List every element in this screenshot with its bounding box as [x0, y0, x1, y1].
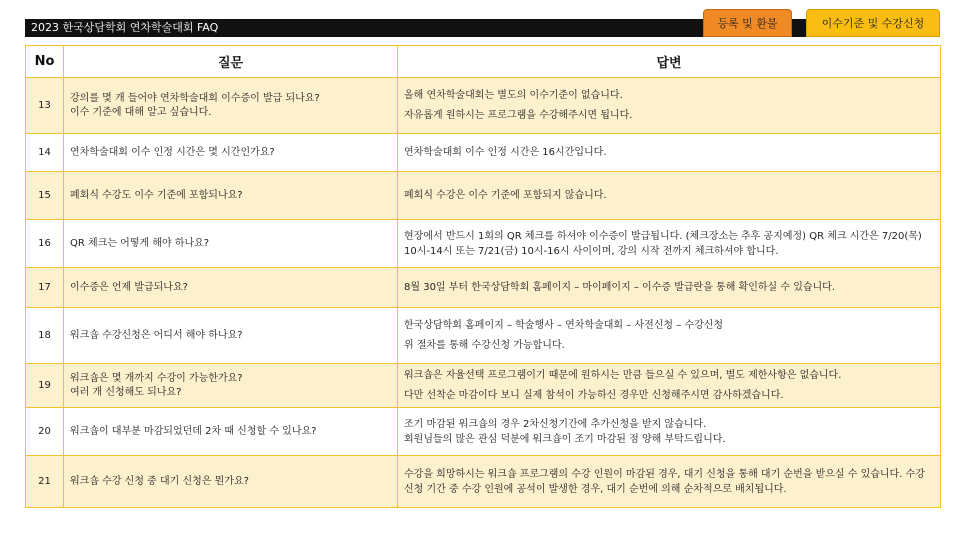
question-cell: [64, 78, 398, 134]
question-cell: [64, 308, 398, 364]
answer-cell: [398, 364, 941, 408]
question-text: QR 체크는 어떻게 해야 하나요?: [70, 237, 210, 249]
question-cell: [64, 364, 398, 408]
row-number: 17: [26, 268, 64, 308]
answer-cell: [398, 78, 941, 134]
answer-cell: [398, 456, 941, 508]
question-text: 이수증은 언제 발급되나요?: [70, 281, 188, 293]
answer-text: 현장에서 반드시 1회의 QR 체크를 하셔야 이수증이 발급됩니다. (체크장소는 추후 공지예정) QR 체크 시간은 7/20(목) 10시-14시 또는 7/21(금) 10시-16시 사이이며, 강의 시작 전까지 체크하셔야 합니다.: [404, 230, 922, 257]
question-text: 워크숍 수강신청은 어디서 해야 하나요?: [70, 329, 243, 341]
table-row: [26, 308, 941, 364]
table-row: [26, 408, 941, 456]
question-cell: [64, 134, 398, 172]
answer-text: 8월 30일 부터 한국상담학회 홈페이지 – 마이페이지 – 이수증 발급란을 통해 확인하실 수 있습니다.: [404, 282, 836, 293]
column-header-answer: 답변: [398, 46, 941, 78]
row-number: 18: [26, 308, 64, 364]
row-number: 13: [26, 78, 64, 134]
table-row: [26, 268, 941, 308]
answer-text: 수강을 희망하시는 워크숍 프로그램의 수강 인원이 마감된 경우, 대기 신청을 통해 대기 순번을 받으실 수 있습니다. 수강 신청 기간 중 수강 인원에 공석이 발생한 경우, 대기 순번에 의해 순차적으로 배치됩니다.: [404, 468, 925, 495]
question-text: 연차학술대회 이수 인정 시간은 몇 시간인가요?: [70, 146, 275, 158]
question-text: 강의를 몇 개 들어야 연차학술대회 이수증이 발급 되나요?: [70, 92, 320, 104]
answer-cell: [398, 134, 941, 172]
answer-text: 다만 선착순 마감이다 보니 실제 참석이 가능하신 경우만 신청해주시면 감사하겠습니다.: [404, 390, 784, 401]
question-cell: [64, 172, 398, 220]
tab-credit-criteria-enrollment[interactable]: 이수기준 및 수강신청: [806, 9, 940, 37]
row-number: 21: [26, 456, 64, 508]
answer-cell: [398, 408, 941, 456]
answer-text: 자유롭게 원하시는 프로그램을 수강해주시면 됩니다.: [404, 110, 633, 121]
row-number: 19: [26, 364, 64, 408]
question-text: 폐회식 수강도 이수 기준에 포함되나요?: [70, 189, 243, 201]
answer-text: 연차학술대회 이수 인정 시간은 16시간입니다.: [404, 147, 607, 158]
table-row: [26, 172, 941, 220]
answer-text: 위 절차를 통해 수강신청 가능합니다.: [404, 340, 565, 351]
question-text: 워크숍은 몇 개까지 수강이 가능한가요?: [70, 372, 243, 384]
table-row: [26, 78, 941, 134]
row-number: 16: [26, 220, 64, 268]
answer-text: 워크숍은 자율선택 프로그램이기 때문에 원하시는 만큼 들으실 수 있으며, 별도 제한사항은 없습니다.: [404, 370, 842, 381]
question-text: 여러 개 신청해도 되나요?: [70, 386, 182, 398]
column-header-question: 질문: [64, 46, 398, 78]
question-cell: [64, 268, 398, 308]
answer-cell: [398, 308, 941, 364]
answer-text: 한국상담학회 홈페이지 – 학술행사 – 연차학술대회 – 사전신청 – 수강신청: [404, 320, 724, 331]
answer-text: 회원님들의 많은 관심 덕분에 워크숍이 조기 마감된 점 양해 부탁드립니다.: [404, 433, 726, 445]
column-header-no: No: [26, 46, 64, 78]
table-row: [26, 220, 941, 268]
answer-text: 올해 연차학술대회는 별도의 이수기준이 없습니다.: [404, 90, 623, 101]
tab-registration-refund[interactable]: 등록 및 환불: [703, 9, 792, 37]
question-cell: [64, 408, 398, 456]
row-number: 15: [26, 172, 64, 220]
question-cell: [64, 220, 398, 268]
table-row: [26, 364, 941, 408]
table-row: [26, 134, 941, 172]
answer-text: 폐회식 수강은 이수 기준에 포함되지 않습니다.: [404, 190, 607, 201]
answer-cell: [398, 172, 941, 220]
table-row: [26, 456, 941, 508]
question-cell: [64, 456, 398, 508]
question-text: 워크숍이 대부분 마감되었던데 2차 때 신청할 수 있나요?: [70, 425, 317, 437]
row-number: 14: [26, 134, 64, 172]
question-text: 이수 기준에 대해 알고 싶습니다.: [70, 106, 212, 118]
row-number: 20: [26, 408, 64, 456]
page-title: 2023 한국상담학회 연차학술대회 FAQ: [25, 19, 940, 37]
table-header-row: [26, 46, 941, 78]
answer-cell: [398, 220, 941, 268]
question-text: 워크숍 수강 신청 중 대기 신청은 뭔가요?: [70, 475, 249, 487]
faq-table: [25, 45, 941, 508]
answer-text: 조기 마감된 워크숍의 경우 2차신청기간에 추가신청을 받지 않습니다.: [404, 418, 707, 430]
answer-cell: [398, 268, 941, 308]
